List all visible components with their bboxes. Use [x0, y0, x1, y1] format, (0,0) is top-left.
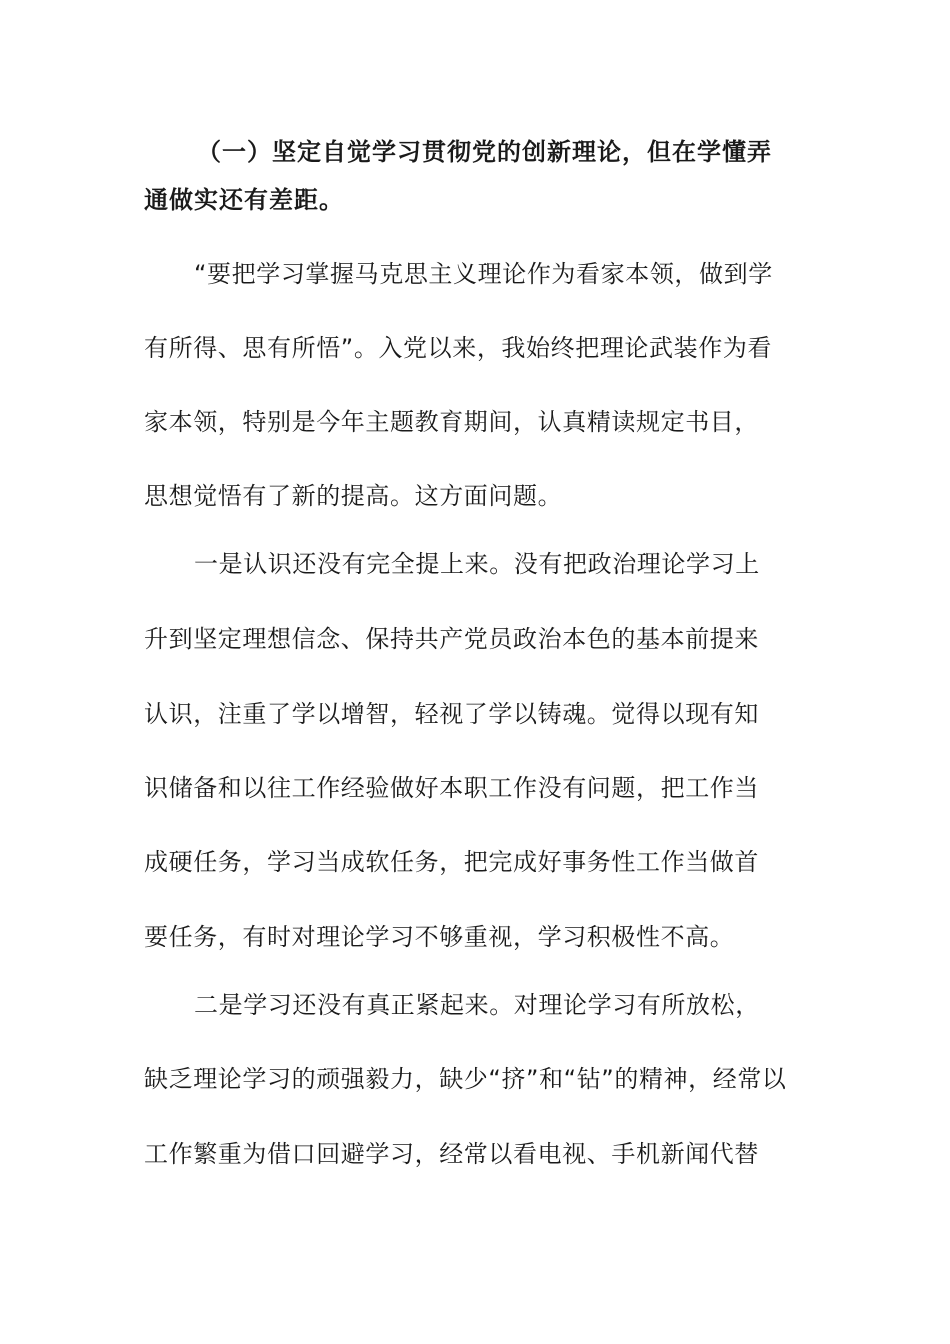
paragraph-2-line-1: 一是认识还没有完全提上来。没有把政治理论学习上 — [194, 550, 760, 578]
paragraph-1-line-4: 思想觉悟有了新的提高。这方面问题。 — [144, 482, 563, 510]
paragraph-2-line-4: 识储备和以往工作经验做好本职工作没有问题，把工作当 — [144, 774, 759, 802]
paragraph-1-line-3: 家本领，特别是今年主题教育期间，认真精读规定书目， — [144, 408, 759, 436]
paragraph-3-line-3: 工作繁重为借口回避学习，经常以看电视、手机新闻代替 — [144, 1140, 759, 1168]
paragraph-2-line-6: 要任务，有时对理论学习不够重视，学习积极性不高。 — [144, 923, 735, 951]
paragraph-2-line-5: 成硬任务，学习当成软任务，把完成好事务性工作当做首 — [144, 848, 759, 876]
paragraph-3-line-1: 二是学习还没有真正紧起来。对理论学习有所放松， — [194, 991, 760, 1019]
paragraph-2-line-3: 认识，注重了学以增智，轻视了学以铸魂。觉得以现有知 — [144, 700, 759, 728]
paragraph-1-line-1: “要把学习掌握马克思主义理论作为看家本领，做到学 — [194, 260, 773, 288]
paragraph-2-line-2: 升到坚定理想信念、保持共产党员政治本色的基本前提来 — [144, 625, 759, 653]
section-heading-line-1: （一）坚定自觉学习贯彻党的创新理论，但在学懂弄 — [197, 138, 772, 166]
paragraph-1-line-2: 有所得、思有所悟”。入党以来，我始终把理论武装作为看 — [144, 334, 773, 362]
section-heading-line-2: 通做实还有差距。 — [144, 186, 344, 214]
paragraph-3-line-2: 缺乏理论学习的顽强毅力，缺少“挤”和“钻”的精神，经常以 — [144, 1065, 787, 1093]
